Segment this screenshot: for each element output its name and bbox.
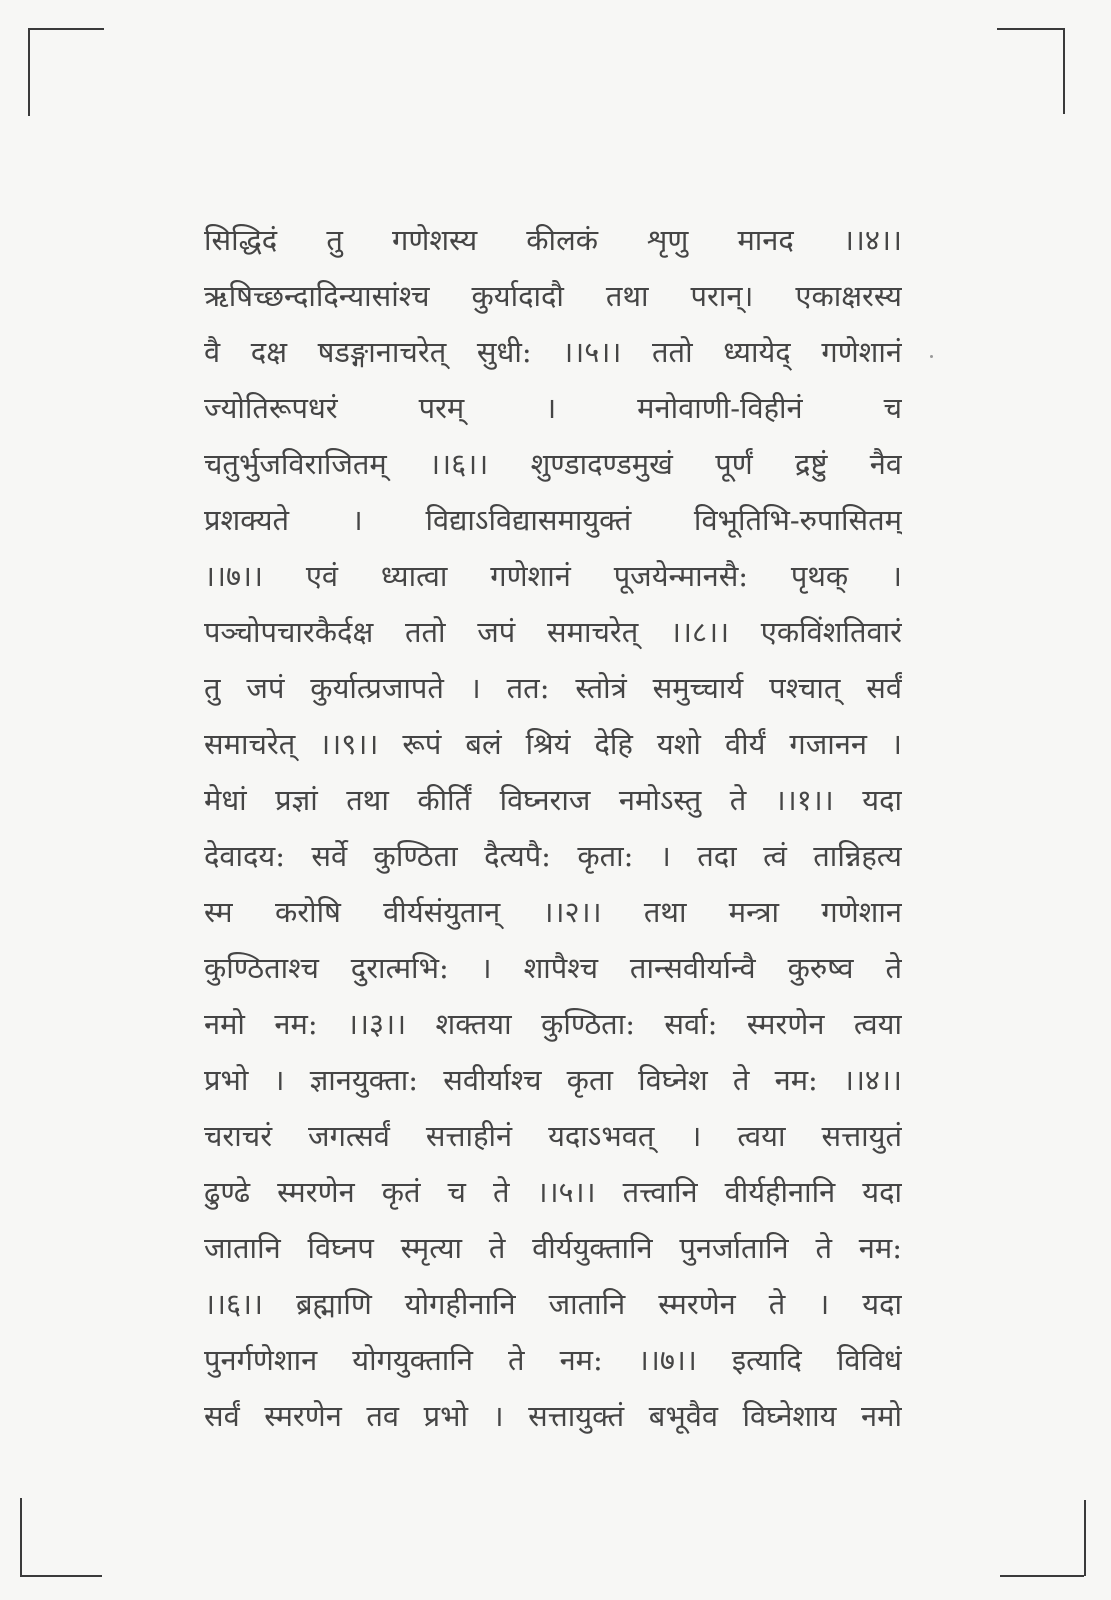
- text-line-3: वै दक्ष षडङ्गानाचरेत् सुधी: ।।५।। ततो ध्यायेद् गणेशानं: [204, 335, 902, 369]
- crop-mark-bottom-right-vertical: [1084, 1500, 1086, 1576]
- text-line-6: प्रशक्यते । विद्याऽविद्यासमायुक्तं विभूतिभि-रुपासितम्: [204, 503, 902, 537]
- text-line-15: नमो नम: ।।३।। शक्तया कुण्ठिता: सर्वा: स्मरणेन त्वया: [204, 1007, 902, 1041]
- text-line-10: समाचरेत् ।।९।। रूपं बलं श्रियं देहि यशो वीर्यं गजानन ।: [204, 727, 902, 761]
- text-line-4: ज्योतिरूपधरं परम् । मनोवाणी-विहीनं च: [204, 391, 902, 425]
- crop-mark-top-right-horizontal: [997, 28, 1063, 30]
- text-line-8: पञ्चोपचारकैर्दक्ष ततो जपं समाचरेत् ।।८।। एकविंशतिवारं: [204, 615, 902, 649]
- crop-mark-bottom-right-horizontal: [1000, 1575, 1084, 1577]
- text-line-21: पुनर्गणेशान योगयुक्तानि ते नम: ।।७।। इत्यादि विविधं: [204, 1343, 902, 1377]
- text-line-22: सर्वं स्मरणेन तव प्रभो । सत्तायुक्तं बभूवैव विघ्नेशाय नमो: [204, 1399, 902, 1433]
- text-line-5: चतुर्भुजविराजितम् ।।६।। शुण्डादण्डमुखं पूर्णं द्रष्टुं नैव: [204, 447, 902, 481]
- crop-mark-top-left-vertical: [28, 28, 30, 116]
- text-line-13: स्म करोषि वीर्यसंयुतान् ।।२।। तथा मन्त्रा गणेशान: [204, 895, 902, 929]
- text-line-12: देवादय: सर्वे कुण्ठिता दैत्यपै: कृता: । तदा त्वं तान्निहत्य: [204, 839, 902, 873]
- text-line-1: सिद्धिदं तु गणेशस्य कीलकं शृणु मानद ।।४।।: [204, 223, 902, 257]
- crop-mark-top-right-vertical: [1063, 28, 1065, 114]
- text-line-20: ।।६।। ब्रह्माणि योगहीनानि जातानि स्मरणेन ते । यदा: [204, 1287, 902, 1321]
- scan-speck: [930, 355, 933, 358]
- sanskrit-text-block: [204, 212, 902, 1444]
- text-line-11: मेधां प्रज्ञां तथा कीर्तिं विघ्नराज नमोऽस्तु ते ।।१।। यदा: [204, 783, 902, 817]
- text-line-16: प्रभो । ज्ञानयुक्ता: सवीर्याश्च कृता विघ्नेश ते नम: ।।४।।: [204, 1063, 902, 1097]
- crop-mark-bottom-left-horizontal: [20, 1575, 102, 1577]
- text-line-18: ढुण्ढे स्मरणेन कृतं च ते ।।५।। तत्त्वानि वीर्यहीनानि यदा: [204, 1175, 902, 1209]
- text-line-14: कुण्ठिताश्च दुरात्मभि: । शापैश्च तान्सवीर्यान्वै कुरुष्व ते: [204, 951, 902, 985]
- crop-mark-top-left-horizontal: [28, 28, 104, 30]
- text-line-19: जातानि विघ्नप स्मृत्या ते वीर्ययुक्तानि पुनर्जातानि ते नम:: [204, 1231, 902, 1265]
- text-line-9: तु जपं कुर्यात्प्रजापते । तत: स्तोत्रं समुच्चार्य पश्चात् सर्वं: [204, 671, 902, 705]
- text-line-17: चराचरं जगत्सर्वं सत्ताहीनं यदाऽभवत् । त्वया सत्तायुतं: [204, 1119, 902, 1153]
- crop-mark-bottom-left-vertical: [20, 1498, 22, 1576]
- text-line-7: ।।७।। एवं ध्यात्वा गणेशानं पूजयेन्मानसै: पृथक् ।: [204, 559, 902, 593]
- text-line-2: ऋषिच्छन्दादिन्यासांश्च कुर्यादादौ तथा परान्। एकाक्षरस्य: [204, 279, 902, 313]
